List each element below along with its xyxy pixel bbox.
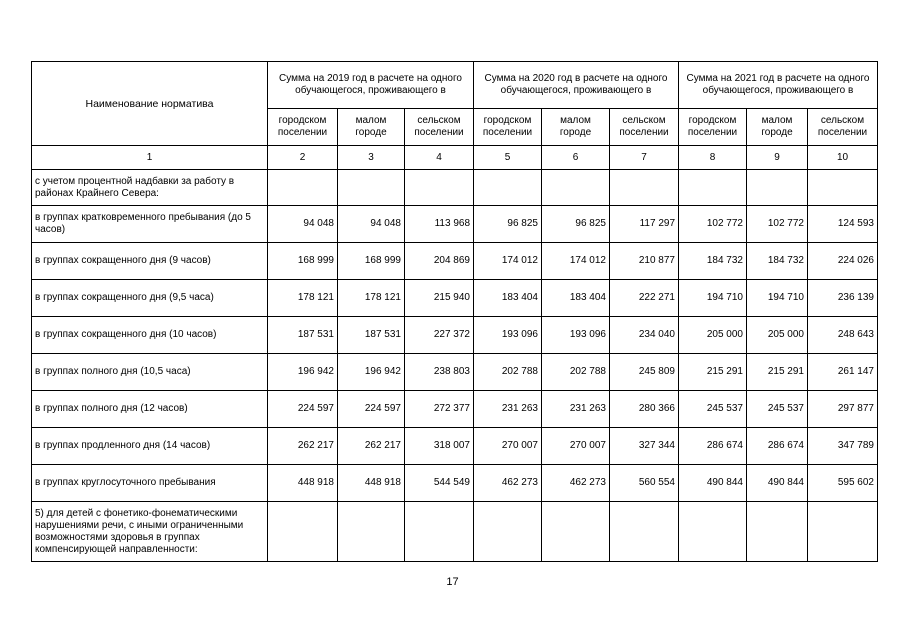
value-cell: 245 809 bbox=[610, 354, 679, 391]
norm-name: в группах кратковременного пребывания (до 5 часов) bbox=[32, 206, 268, 243]
year-2019-header: Сумма на 2019 год в расчете на одного обучающегося, проживающего в bbox=[268, 62, 474, 109]
value-cell: 490 844 bbox=[679, 465, 747, 502]
value-cell: 194 710 bbox=[747, 280, 808, 317]
value-cell bbox=[268, 170, 338, 206]
settlement-header: городском поселении bbox=[268, 109, 338, 146]
value-cell: 205 000 bbox=[679, 317, 747, 354]
value-cell: 272 377 bbox=[405, 391, 474, 428]
value-cell: 224 597 bbox=[338, 391, 405, 428]
value-cell: 231 263 bbox=[542, 391, 610, 428]
column-number: 8 bbox=[679, 146, 747, 170]
value-cell: 96 825 bbox=[474, 206, 542, 243]
table-row bbox=[32, 206, 878, 243]
value-cell bbox=[474, 170, 542, 206]
value-cell: 448 918 bbox=[338, 465, 405, 502]
settlement-header: малом городе bbox=[542, 109, 610, 146]
norm-name: в группах сокращенного дня (10 часов) bbox=[32, 317, 268, 354]
value-cell: 168 999 bbox=[338, 243, 405, 280]
value-cell bbox=[542, 502, 610, 562]
value-cell: 94 048 bbox=[268, 206, 338, 243]
norm-name: в группах продленного дня (14 часов) bbox=[32, 428, 268, 465]
table-row bbox=[32, 170, 878, 206]
value-cell: 215 291 bbox=[747, 354, 808, 391]
norm-name: в группах полного дня (10,5 часа) bbox=[32, 354, 268, 391]
value-cell: 286 674 bbox=[679, 428, 747, 465]
value-cell: 174 012 bbox=[542, 243, 610, 280]
value-cell: 184 732 bbox=[679, 243, 747, 280]
settlement-header: сельском поселении bbox=[808, 109, 878, 146]
value-cell: 205 000 bbox=[747, 317, 808, 354]
value-cell: 261 147 bbox=[808, 354, 878, 391]
value-cell: 318 007 bbox=[405, 428, 474, 465]
norm-name: в группах сокращенного дня (9 часов) bbox=[32, 243, 268, 280]
column-number: 3 bbox=[338, 146, 405, 170]
norms-table bbox=[31, 61, 878, 562]
value-cell: 184 732 bbox=[747, 243, 808, 280]
value-cell: 178 121 bbox=[268, 280, 338, 317]
value-cell: 210 877 bbox=[610, 243, 679, 280]
settlement-header: малом городе bbox=[747, 109, 808, 146]
value-cell: 227 372 bbox=[405, 317, 474, 354]
value-cell bbox=[679, 170, 747, 206]
value-cell: 238 803 bbox=[405, 354, 474, 391]
norm-name: 5) для детей с фонетико-фонематическими нарушениями речи, с иными ограниченными возможностями здоровья в группах компенсирующей направленности: bbox=[32, 502, 268, 562]
value-cell: 245 537 bbox=[679, 391, 747, 428]
column-number-row bbox=[32, 146, 878, 170]
settlement-header: сельском поселении bbox=[405, 109, 474, 146]
value-cell: 280 366 bbox=[610, 391, 679, 428]
value-cell bbox=[405, 170, 474, 206]
table-row bbox=[32, 428, 878, 465]
value-cell bbox=[610, 170, 679, 206]
norm-name: в группах полного дня (12 часов) bbox=[32, 391, 268, 428]
value-cell: 183 404 bbox=[474, 280, 542, 317]
column-number: 5 bbox=[474, 146, 542, 170]
column-number: 6 bbox=[542, 146, 610, 170]
value-cell: 347 789 bbox=[808, 428, 878, 465]
table-row bbox=[32, 391, 878, 428]
value-cell: 196 942 bbox=[268, 354, 338, 391]
value-cell: 234 040 bbox=[610, 317, 679, 354]
value-cell bbox=[747, 502, 808, 562]
norm-name: в группах круглосуточного пребывания bbox=[32, 465, 268, 502]
value-cell: 187 531 bbox=[268, 317, 338, 354]
value-cell: 270 007 bbox=[542, 428, 610, 465]
value-cell: 178 121 bbox=[338, 280, 405, 317]
value-cell: 462 273 bbox=[474, 465, 542, 502]
value-cell: 96 825 bbox=[542, 206, 610, 243]
value-cell: 102 772 bbox=[679, 206, 747, 243]
value-cell bbox=[808, 502, 878, 562]
norm-name: в группах сокращенного дня (9,5 часа) bbox=[32, 280, 268, 317]
year-2021-header: Сумма на 2021 год в расчете на одного обучающегося, проживающего в bbox=[679, 62, 878, 109]
value-cell: 117 297 bbox=[610, 206, 679, 243]
value-cell bbox=[268, 502, 338, 562]
table-row bbox=[32, 465, 878, 502]
value-cell: 595 602 bbox=[808, 465, 878, 502]
value-cell: 215 291 bbox=[679, 354, 747, 391]
table-row bbox=[32, 317, 878, 354]
column-number: 10 bbox=[808, 146, 878, 170]
value-cell bbox=[747, 170, 808, 206]
value-cell: 231 263 bbox=[474, 391, 542, 428]
value-cell: 168 999 bbox=[268, 243, 338, 280]
value-cell: 490 844 bbox=[747, 465, 808, 502]
name-column-header: Наименование норматива bbox=[32, 62, 268, 146]
value-cell: 224 026 bbox=[808, 243, 878, 280]
value-cell: 187 531 bbox=[338, 317, 405, 354]
value-cell: 560 554 bbox=[610, 465, 679, 502]
value-cell bbox=[679, 502, 747, 562]
value-cell bbox=[542, 170, 610, 206]
value-cell: 215 940 bbox=[405, 280, 474, 317]
value-cell: 270 007 bbox=[474, 428, 542, 465]
settlement-header: городском поселении bbox=[679, 109, 747, 146]
value-cell: 262 217 bbox=[338, 428, 405, 465]
value-cell: 183 404 bbox=[542, 280, 610, 317]
value-cell bbox=[610, 502, 679, 562]
value-cell: 248 643 bbox=[808, 317, 878, 354]
value-cell: 262 217 bbox=[268, 428, 338, 465]
value-cell: 448 918 bbox=[268, 465, 338, 502]
value-cell bbox=[474, 502, 542, 562]
value-cell: 245 537 bbox=[747, 391, 808, 428]
value-cell: 202 788 bbox=[474, 354, 542, 391]
settlement-header: малом городе bbox=[338, 109, 405, 146]
value-cell: 236 139 bbox=[808, 280, 878, 317]
header-row-years bbox=[32, 62, 878, 109]
column-number: 2 bbox=[268, 146, 338, 170]
value-cell: 286 674 bbox=[747, 428, 808, 465]
value-cell: 102 772 bbox=[747, 206, 808, 243]
value-cell: 224 597 bbox=[268, 391, 338, 428]
column-number: 9 bbox=[747, 146, 808, 170]
value-cell: 196 942 bbox=[338, 354, 405, 391]
value-cell: 193 096 bbox=[542, 317, 610, 354]
value-cell: 113 968 bbox=[405, 206, 474, 243]
value-cell: 544 549 bbox=[405, 465, 474, 502]
value-cell: 462 273 bbox=[542, 465, 610, 502]
table-row bbox=[32, 502, 878, 562]
table-row bbox=[32, 243, 878, 280]
value-cell: 297 877 bbox=[808, 391, 878, 428]
table-row bbox=[32, 354, 878, 391]
value-cell bbox=[808, 170, 878, 206]
value-cell: 193 096 bbox=[474, 317, 542, 354]
settlement-header: сельском поселении bbox=[610, 109, 679, 146]
column-number: 7 bbox=[610, 146, 679, 170]
value-cell bbox=[338, 170, 405, 206]
value-cell: 194 710 bbox=[679, 280, 747, 317]
settlement-header: городском поселении bbox=[474, 109, 542, 146]
value-cell: 94 048 bbox=[338, 206, 405, 243]
value-cell: 327 344 bbox=[610, 428, 679, 465]
table-row bbox=[32, 280, 878, 317]
column-number: 4 bbox=[405, 146, 474, 170]
value-cell: 124 593 bbox=[808, 206, 878, 243]
value-cell: 222 271 bbox=[610, 280, 679, 317]
column-number: 1 bbox=[32, 146, 268, 170]
value-cell bbox=[405, 502, 474, 562]
year-2020-header: Сумма на 2020 год в расчете на одного обучающегося, проживающего в bbox=[474, 62, 679, 109]
norm-name: с учетом процентной надбавки за работу в районах Крайнего Севера: bbox=[32, 170, 268, 206]
value-cell: 174 012 bbox=[474, 243, 542, 280]
value-cell bbox=[338, 502, 405, 562]
value-cell: 204 869 bbox=[405, 243, 474, 280]
value-cell: 202 788 bbox=[542, 354, 610, 391]
page-number: 17 bbox=[446, 576, 459, 588]
